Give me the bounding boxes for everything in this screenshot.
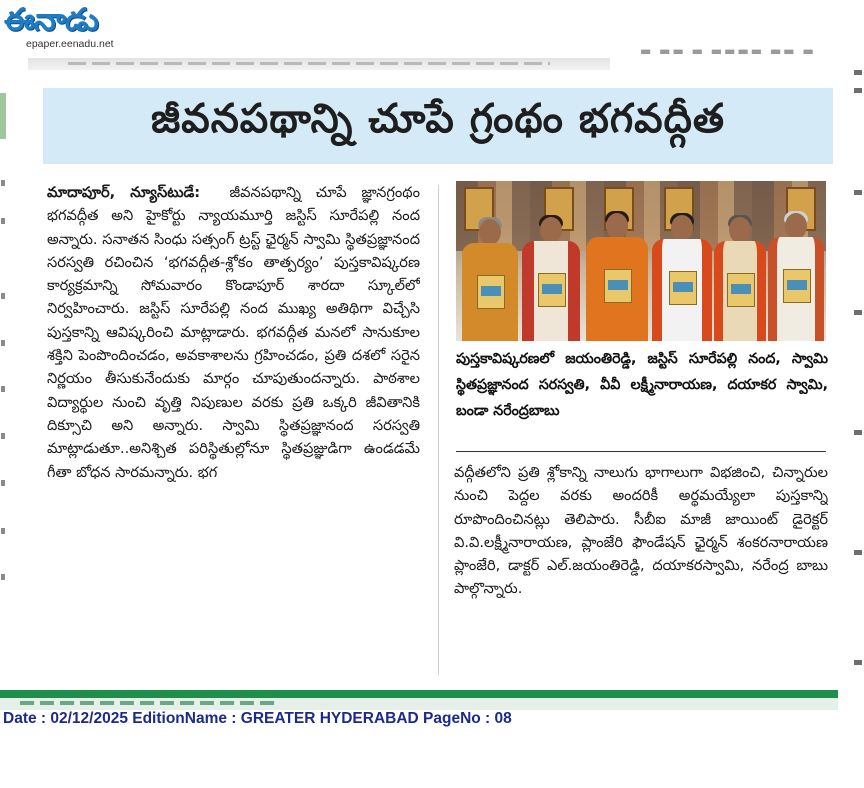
dateline: మాదాపూర్‌, న్యూస్‌టుడే: [47,184,201,201]
bottom-green-strip [0,690,838,702]
person-figure [652,215,712,341]
column-divider [438,185,439,675]
headline-banner [43,88,833,164]
faded-top-strip [28,58,610,70]
edition-footer: Date : 02/12/2025 EditionName : GREATER HYDERABAD PageNo : 08 [3,710,512,727]
logo-text: ఈనాడు [4,2,98,38]
photo-caption [456,347,828,424]
article-body-left: జీవనపథాన్ని చూపే జ్ఞానగ్రంథం భగవద్గీత అని హైకోర్టు న్యాయమూర్తి జస్టిస్‌ సూరేపల్లి నంద అన్నారు. సనాతన సింధు సత్సంగ్‌ ట్రస్ట్‌ ఛైర్మన్‌ స్వామి స్థితప్రజ్ఞానంద సరస్వతి రచించిన ‘భగవద్గీత-శ్లోకం తాత్పర్యం’ పుస్తకావిష్కరణ కార్యక్రమాన్ని సోమవారం కొండాపూర్‌ శారదా స్కూల్‌లో నిర్వహించారు. జస్టిస్‌ సూరేపల్లి నంద ముఖ్య అతిథిగా విచ్చేసి పుస్తకాన్ని ఆవిష్కరించి మాట్లాడారు. భగవద్గీత మనలో సానుకూల శక్తిని పెంపొందించడం, అవకాశాలను గ్రహించడం, ప్రతి దశలో సరైన నిర్ణయం తీసుకునేందుకు మార్గం చూపుతుందన్నారు. పాఠశాల విద్యార్థుల నుంచి వృత్తి నిపుణుల వరకు ప్రతి ఒక్కరి జీవితానికి దిక్సూచి అని అన్నారు. స్వామి స్థితప్రజ్ఞానంద సరస్వతి మాట్లాడుతూ..అనిశ్చిత పరిస్థితుల్లోనూ స్థితప్రజ్ఞుడిగా ఉండడమే గీతా బోధన సారమన్నారు. భగ [47,184,420,481]
article-column-left [47,181,420,675]
right-edge-remnant [852,70,864,690]
person-figure [714,217,766,341]
eenadu-logo [4,2,144,54]
person-figure [768,213,824,341]
event-photo [456,181,826,341]
caption-rule [456,451,826,452]
logo-url: epaper.eenadu.net [26,38,114,50]
person-figure [522,217,580,341]
person-figure [586,213,648,341]
headline: జీవనపథాన్ని చూపే గ్రంథం భగవద్గీత [151,96,725,142]
left-edge-remnant [0,88,8,658]
article-column-right [454,461,828,675]
faded-neighbour-text: ▬ ▬▬ ▬ ▬▬▬▬ ▬▬ ▬ [640,44,816,58]
person-figure [462,219,518,341]
article-body-right: వద్గీతలోని ప్రతి శ్లోకాన్ని నాలుగు భాగాలుగా విభజించి, చిన్నారుల నుంచి పెద్దల వరకు అందరికీ అర్థమయ్యేలా పుస్తకాన్ని రూపొందించినట్లు తెలిపారు. సీబీఐ మాజీ జాయింట్‌ డైరెక్టర్‌ వి.వి.లక్ష్మీనారాయణ, ప్లాంజేరి ఫౌండేషన్‌ ఛైర్మన్‌ శంకరనారాయణ ప్లాంజేరి, డాక్టర్‌ ఎల్‌.జయంతిరెడ్డి, దయాకరస్వామి, నరేంద్ర బాబు పాల్గొన్నారు. [454,464,828,598]
photo-caption-text: పుస్తకావిష్కరణలో జయంతిరెడ్డి, జస్టిస్‌ సూరేపల్లి నంద, స్వామి స్థితప్రజ్ఞానంద సరస్వతి, వీవీ లక్ష్మీనారాయణ, దయాకర స్వామి, బండా నరేంద్రబాబు [456,351,828,419]
